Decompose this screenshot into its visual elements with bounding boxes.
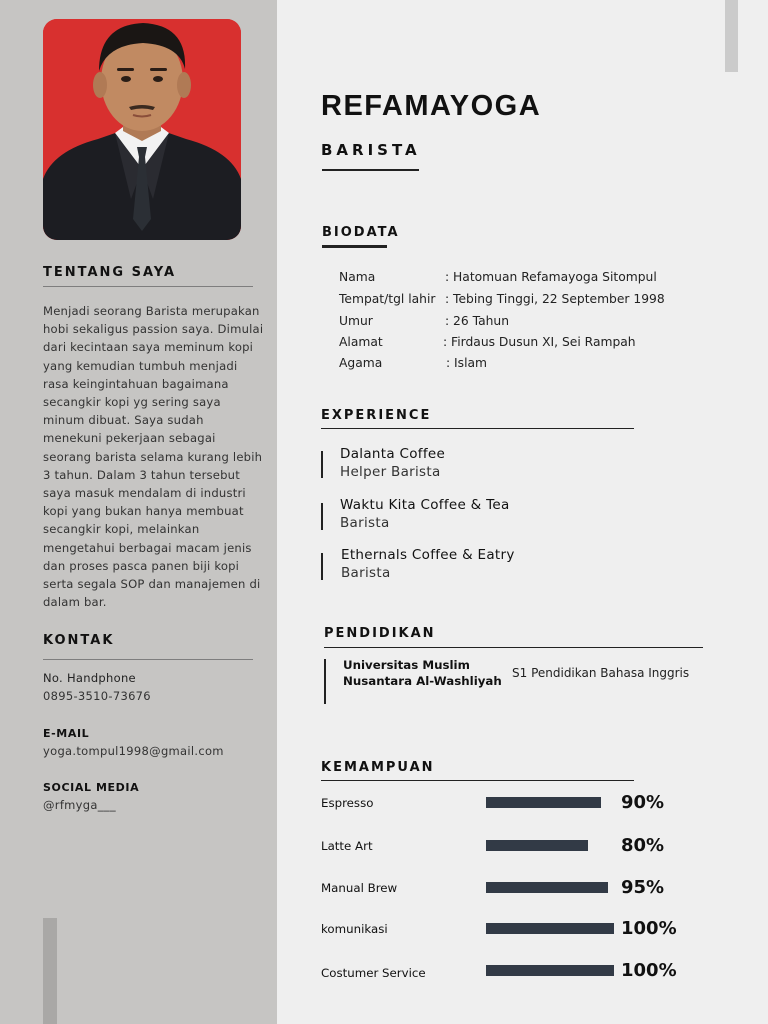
- skill-label: Manual Brew: [321, 881, 398, 895]
- skill-percent: 95%: [621, 877, 665, 898]
- skills-heading: KEMAMPUAN: [321, 760, 435, 775]
- skill-percent: 100%: [621, 918, 677, 939]
- education-heading: PENDIDIKAN: [324, 626, 436, 641]
- skill-percent: 90%: [621, 792, 665, 813]
- skill-bar: [486, 797, 601, 808]
- education-degree: S1 Pendidikan Bahasa Inggris: [512, 666, 690, 680]
- person-photo-icon: [43, 19, 241, 240]
- contact-heading: KONTAK: [43, 633, 115, 648]
- bio-key-alamat: Alamat: [339, 335, 383, 349]
- bio-value-agama: : Islam: [446, 356, 488, 370]
- social-label: SOCIAL MEDIA: [43, 781, 140, 794]
- experience-role: Barista: [340, 515, 390, 531]
- experience-company: Dalanta Coffee: [340, 446, 446, 462]
- skill-bar: [486, 840, 588, 851]
- about-text: Menjadi seorang Barista merupakan hobi sekaligus passion saya. Dimulai dari kecintaan saya meminum kopi yang kemudian tumbuh menjadi rasa keingintahuan bagaimana secangkir kopi yg sering saya minum dibuat. Saya sudah menekuni pekerjaan sebagai seorang barista selama kurang lebih 3 tahun. Dalam 3 tahun tersebut saya masuk mendalam di industri kopi yang bukan hanya membuat secangkir kopi, melainkan mengetahui berbagai macam jenis dan proses pasca panen biji kopi serta segala SOP dan manajemen di dalam bar.: [43, 304, 264, 610]
- education-school-line1: Universitas Muslim: [343, 658, 470, 672]
- experience-role: Helper Barista: [340, 464, 441, 480]
- about-heading: TENTANG SAYA: [43, 265, 177, 280]
- bio-value-umur: : 26 Tahun: [445, 314, 509, 328]
- about-divider: [43, 286, 253, 287]
- skill-label: Costumer Service: [321, 966, 426, 980]
- experience-marker: [321, 503, 323, 530]
- education-school: [343, 658, 502, 689]
- decorative-top-bar: [725, 0, 738, 72]
- decorative-sidebar-bar: [43, 918, 57, 1024]
- role-divider: [322, 169, 419, 171]
- bio-key-nama: Nama: [339, 270, 376, 284]
- experience-marker: [321, 553, 323, 580]
- experience-marker: [321, 451, 323, 478]
- phone-value: 0895-3510-73676: [43, 689, 151, 703]
- education-school-line2: Nusantara Al-Washliyah: [343, 673, 502, 688]
- email-label: E-MAIL: [43, 727, 90, 740]
- skill-bar: [486, 923, 614, 934]
- skill-percent: 80%: [621, 835, 665, 856]
- skill-bar: [486, 882, 608, 893]
- experience-heading: EXPERIENCE: [321, 408, 432, 423]
- email-value: yoga.tompul1998@gmail.com: [43, 744, 224, 758]
- experience-company: Waktu Kita Coffee & Tea: [340, 497, 510, 513]
- bio-value-nama: : Hatomuan Refamayoga Sitompul: [445, 270, 657, 284]
- skill-label: komunikasi: [321, 922, 388, 936]
- bio-value-alamat: : Firdaus Dusun XI, Sei Rampah: [443, 335, 636, 349]
- experience-role: Barista: [341, 565, 391, 581]
- bio-value-ttl: : Tebing Tinggi, 22 September 1998: [445, 292, 665, 306]
- skill-label: Latte Art: [321, 839, 373, 853]
- education-divider: [324, 647, 703, 648]
- candidate-name: REFAMAYOGA: [321, 90, 542, 122]
- experience-company: Ethernals Coffee & Eatry: [341, 547, 515, 563]
- social-value: @rfmyga___: [43, 798, 116, 812]
- biodata-divider: [322, 245, 387, 248]
- contact-divider: [43, 659, 253, 660]
- experience-divider: [321, 428, 634, 429]
- skill-bar: [486, 965, 614, 976]
- biodata-heading: BIODATA: [322, 225, 400, 240]
- skills-divider: [321, 780, 634, 781]
- bio-key-agama: Agama: [339, 356, 383, 370]
- bio-key-ttl: Tempat/tgl lahir: [339, 292, 436, 306]
- candidate-role: BARISTA: [321, 141, 421, 159]
- skill-percent: 100%: [621, 960, 677, 981]
- bio-key-umur: Umur: [339, 314, 373, 328]
- education-marker: [324, 659, 326, 704]
- profile-photo: [43, 19, 241, 240]
- skill-label: Espresso: [321, 796, 374, 810]
- phone-label: No. Handphone: [43, 671, 136, 685]
